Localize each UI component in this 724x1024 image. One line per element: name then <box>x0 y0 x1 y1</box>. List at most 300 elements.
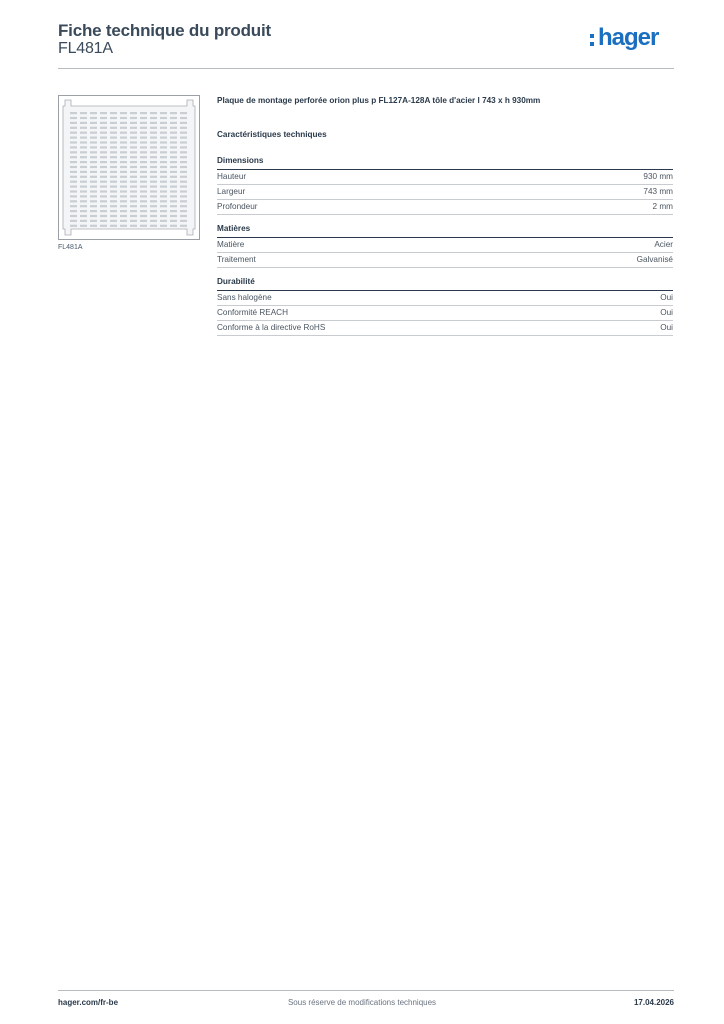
perforation-slot <box>180 190 187 192</box>
perforation-slot <box>130 141 137 143</box>
perforation-slot <box>90 220 97 222</box>
perforation-slot <box>140 225 147 227</box>
perforation-slot <box>150 146 157 148</box>
perforation-slot <box>150 171 157 173</box>
perforation-slot <box>150 112 157 114</box>
perforation-slot <box>120 166 127 168</box>
perforation-slot <box>180 200 187 202</box>
perforation-slot <box>170 156 177 158</box>
spec-label: Hauteur <box>217 172 247 181</box>
perforation-slot <box>150 122 157 124</box>
perforation-slot <box>110 225 117 227</box>
perforation-slot <box>170 151 177 153</box>
perforation-slot <box>70 220 77 222</box>
perforation-slot <box>170 117 177 119</box>
perforation-slot <box>120 117 127 119</box>
perforation-slot <box>130 195 137 197</box>
perforation-slot <box>150 205 157 207</box>
perforation-slot <box>180 146 187 148</box>
perforation-slot <box>80 190 87 192</box>
perforation-slot <box>70 137 77 139</box>
product-description: Plaque de montage perforée orion plus p FL127A-128A tôle d'acier l 743 x h 930mm <box>217 96 541 105</box>
perforation-slot <box>90 181 97 183</box>
perforation-slot <box>140 205 147 207</box>
perforation-slot <box>140 127 147 129</box>
spec-value: Oui <box>660 293 673 302</box>
perforation-slot <box>120 225 127 227</box>
perforation-slot <box>180 215 187 217</box>
perforation-slot <box>90 176 97 178</box>
perforation-slot <box>170 200 177 202</box>
perforation-slot <box>80 186 87 188</box>
perforation-slot <box>160 122 167 124</box>
tech-characteristics-title: Caractéristiques techniques <box>217 130 327 139</box>
perforation-slot <box>90 137 97 139</box>
perforation-slot <box>100 205 107 207</box>
perforation-slot <box>180 156 187 158</box>
perforation-slot <box>140 176 147 178</box>
perforation-slot <box>150 117 157 119</box>
perforation-slot <box>100 200 107 202</box>
perforation-slot <box>100 190 107 192</box>
perforation-slot <box>80 146 87 148</box>
perforation-slot <box>140 195 147 197</box>
perforation-slot <box>70 161 77 163</box>
perforation-slot <box>170 141 177 143</box>
perforation-slot <box>100 146 107 148</box>
perforation-slot <box>120 205 127 207</box>
perforation-slot <box>70 200 77 202</box>
perforation-slot <box>80 127 87 129</box>
perforation-slot <box>120 210 127 212</box>
perforation-slot <box>130 181 137 183</box>
perforation-slot <box>130 210 137 212</box>
perforation-slot <box>140 166 147 168</box>
perforation-slot <box>110 132 117 134</box>
image-caption: FL481A <box>58 244 83 251</box>
perforation-slot <box>160 181 167 183</box>
perforation-slot <box>150 137 157 139</box>
perforation-slot <box>160 137 167 139</box>
perforation-slot <box>170 112 177 114</box>
perforation-slot <box>70 181 77 183</box>
perforation-slot <box>130 186 137 188</box>
perforation-slot <box>110 122 117 124</box>
perforation-slot <box>170 205 177 207</box>
perforation-slot <box>90 166 97 168</box>
perforation-slot <box>130 215 137 217</box>
spec-row <box>217 238 673 253</box>
perforation-slot <box>170 127 177 129</box>
perforation-slot <box>80 132 87 134</box>
footer-website-link[interactable]: hager.com/fr-be <box>58 998 119 1007</box>
perforation-slot <box>70 190 77 192</box>
perforation-slot <box>120 132 127 134</box>
perforation-slot <box>150 166 157 168</box>
perforation-slot <box>180 112 187 114</box>
perforation-slot <box>130 176 137 178</box>
perforation-slot <box>70 166 77 168</box>
perforation-slot <box>170 137 177 139</box>
perforation-slot <box>90 210 97 212</box>
perforation-slot <box>120 146 127 148</box>
perforation-slot <box>70 132 77 134</box>
perforation-slot <box>180 161 187 163</box>
perforation-slot <box>180 181 187 183</box>
perforation-slot <box>130 132 137 134</box>
product-reference: FL481A <box>58 40 113 57</box>
section-title: Durabilité <box>217 277 673 291</box>
spec-row <box>217 306 673 321</box>
perforation-slot <box>80 181 87 183</box>
perforation-slot <box>120 151 127 153</box>
perforation-slot <box>80 200 87 202</box>
product-image <box>58 95 200 240</box>
perforation-slot <box>170 210 177 212</box>
spec-value: Oui <box>660 323 673 332</box>
perforation-slot <box>100 215 107 217</box>
perforation-slot <box>120 200 127 202</box>
spec-value: Oui <box>660 308 673 317</box>
perforation-slot <box>70 176 77 178</box>
perforation-slot <box>140 210 147 212</box>
spec-row <box>217 170 673 185</box>
perforation-slot <box>90 132 97 134</box>
perforation-slot <box>170 122 177 124</box>
perforation-slot <box>100 127 107 129</box>
perforation-slot <box>100 122 107 124</box>
perforation-slot <box>180 210 187 212</box>
perforation-slot <box>120 161 127 163</box>
perforation-slot <box>110 151 117 153</box>
perforation-slot <box>110 141 117 143</box>
perforation-slot <box>100 225 107 227</box>
perforation-slot <box>110 166 117 168</box>
perforation-slot <box>180 195 187 197</box>
perforation-slot <box>90 117 97 119</box>
spec-value: Acier <box>654 240 673 249</box>
perforation-slot <box>80 205 87 207</box>
perforation-slot <box>110 186 117 188</box>
perforation-slot <box>140 171 147 173</box>
perforation-slot <box>180 186 187 188</box>
perforation-slot <box>140 215 147 217</box>
perforation-slot <box>80 117 87 119</box>
perforation-slot <box>110 176 117 178</box>
spec-row <box>217 321 673 336</box>
perforation-slot <box>80 210 87 212</box>
perforation-slot <box>160 166 167 168</box>
section-materials <box>217 224 673 268</box>
perforation-slot <box>90 146 97 148</box>
perforation-slot <box>160 117 167 119</box>
perforation-slot <box>120 127 127 129</box>
section-title: Matières <box>217 224 673 238</box>
perforation-slot <box>100 210 107 212</box>
page-title: Fiche technique du produit <box>58 21 271 40</box>
perforation-slot <box>120 122 127 124</box>
spec-label: Conformité REACH <box>217 308 288 317</box>
spec-row <box>217 253 673 268</box>
perforation-slot <box>120 186 127 188</box>
perforation-slot <box>90 205 97 207</box>
perforation-slot <box>90 151 97 153</box>
perforation-slot <box>160 171 167 173</box>
perforation-slot <box>160 190 167 192</box>
perforation-slot <box>160 225 167 227</box>
perforation-slot <box>80 156 87 158</box>
spec-label: Matière <box>217 240 245 249</box>
perforation-slot <box>80 112 87 114</box>
perforation-slot <box>160 205 167 207</box>
perforation-slot <box>150 220 157 222</box>
perforation-slot <box>70 186 77 188</box>
perforation-slot <box>150 141 157 143</box>
spec-label: Sans halogène <box>217 293 272 302</box>
product-details <box>217 96 673 336</box>
perforation-slot <box>110 171 117 173</box>
perforation-slot <box>160 151 167 153</box>
perforation-slot <box>150 190 157 192</box>
perforation-slot <box>70 122 77 124</box>
spec-value: 743 mm <box>643 187 673 196</box>
perforation-slot <box>110 137 117 139</box>
perforation-slot <box>120 215 127 217</box>
perforation-slot <box>70 117 77 119</box>
perforation-slot <box>180 137 187 139</box>
perforation-slot <box>150 132 157 134</box>
perforation-slot <box>160 141 167 143</box>
perforation-slot <box>80 122 87 124</box>
perforation-slot <box>100 186 107 188</box>
perforation-slot <box>160 215 167 217</box>
perforation-slot <box>110 161 117 163</box>
perforation-slot <box>150 161 157 163</box>
perforation-slot <box>110 181 117 183</box>
perforation-slot <box>130 200 137 202</box>
perforation-slot <box>140 146 147 148</box>
perforation-slot <box>180 151 187 153</box>
perforation-slot <box>110 112 117 114</box>
perforation-slot <box>130 220 137 222</box>
perforation-slot <box>140 117 147 119</box>
perforation-slot <box>160 127 167 129</box>
perforation-slot <box>80 215 87 217</box>
perforation-slot <box>80 166 87 168</box>
perforation-slot <box>100 195 107 197</box>
perforation-slot <box>180 166 187 168</box>
perforation-slot <box>110 200 117 202</box>
perforation-slot <box>140 137 147 139</box>
perforation-slot <box>90 112 97 114</box>
perforation-slot <box>70 127 77 129</box>
perforation-slot <box>120 141 127 143</box>
perforation-slot <box>70 215 77 217</box>
perforation-slot <box>130 166 137 168</box>
perforation-slot <box>110 220 117 222</box>
perforation-slot <box>70 210 77 212</box>
spec-label: Profondeur <box>217 202 258 211</box>
perforation-slot <box>130 161 137 163</box>
perforation-slot <box>130 225 137 227</box>
perforation-slot <box>80 161 87 163</box>
perforation-slot <box>70 156 77 158</box>
perforation-slot <box>100 171 107 173</box>
perforation-slot <box>100 112 107 114</box>
perforation-slot <box>150 200 157 202</box>
perforation-slot <box>80 141 87 143</box>
perforation-slot <box>90 190 97 192</box>
perforation-slot <box>160 200 167 202</box>
logo-text: hager <box>598 24 659 51</box>
perforation-slot <box>180 127 187 129</box>
perforation-slot <box>110 210 117 212</box>
perforation-slot <box>100 166 107 168</box>
perforation-slot <box>170 215 177 217</box>
perforation-slot <box>160 132 167 134</box>
perforation-slot <box>90 225 97 227</box>
perforation-slot <box>80 195 87 197</box>
perforation-slot <box>160 112 167 114</box>
perforation-slot <box>120 156 127 158</box>
perforation-slot <box>160 161 167 163</box>
perforation-slot <box>90 186 97 188</box>
perforation-slot <box>150 176 157 178</box>
perforation-slot <box>140 122 147 124</box>
perforation-slot <box>110 127 117 129</box>
perforation-slot <box>160 146 167 148</box>
perforation-slot <box>90 200 97 202</box>
perforation-slot <box>140 200 147 202</box>
perforation-slot <box>170 220 177 222</box>
perforation-slot <box>90 127 97 129</box>
perforation-slot <box>180 141 187 143</box>
perforation-slot <box>180 176 187 178</box>
perforation-slot <box>130 205 137 207</box>
perforation-slot <box>100 220 107 222</box>
logo-dots-icon <box>590 34 595 50</box>
perforation-slot <box>80 171 87 173</box>
perforation-slot <box>110 156 117 158</box>
section-title: Dimensions <box>217 156 673 170</box>
spec-label: Conforme à la directive RoHS <box>217 323 326 332</box>
spec-value: 2 mm <box>652 202 673 211</box>
perforation-slot <box>130 190 137 192</box>
perforation-slot <box>150 127 157 129</box>
perforation-slot <box>70 141 77 143</box>
perforation-slot <box>100 151 107 153</box>
perforation-slot <box>70 171 77 173</box>
perforation-slot <box>130 156 137 158</box>
perforation-slot <box>150 156 157 158</box>
perforation-slot <box>100 132 107 134</box>
perforation-slot <box>70 151 77 153</box>
footer-divider <box>58 990 674 991</box>
perforation-slot <box>170 195 177 197</box>
perforation-slot <box>140 132 147 134</box>
perforation-slot <box>70 225 77 227</box>
perforation-slot <box>150 225 157 227</box>
perforation-slot <box>80 151 87 153</box>
perforation-slot <box>160 156 167 158</box>
perforation-slot <box>120 112 127 114</box>
perforation-slot <box>70 146 77 148</box>
perforation-slot <box>160 210 167 212</box>
perforation-slot <box>90 156 97 158</box>
perforation-slot <box>80 225 87 227</box>
perforation-slot <box>180 225 187 227</box>
perforation-slot <box>90 215 97 217</box>
perforation-slot <box>180 132 187 134</box>
perforation-slot <box>90 161 97 163</box>
perforation-slot <box>170 186 177 188</box>
footer-note: Sous réserve de modifications techniques <box>287 998 437 1007</box>
perforation-slot <box>170 176 177 178</box>
perforation-slot <box>160 195 167 197</box>
perforation-slot <box>110 215 117 217</box>
perforation-slot <box>170 161 177 163</box>
spec-label: Traitement <box>217 255 256 264</box>
spec-label: Largeur <box>217 187 246 196</box>
perforation-slot <box>70 112 77 114</box>
perforation-slot <box>130 151 137 153</box>
perforation-slot <box>100 176 107 178</box>
perforation-slot <box>130 171 137 173</box>
perforation-slot <box>90 195 97 197</box>
perforation-slot <box>150 151 157 153</box>
perforation-slot <box>130 127 137 129</box>
header-divider <box>58 68 674 69</box>
perforation-slot <box>130 137 137 139</box>
spec-value: 930 mm <box>643 172 673 181</box>
perforation-slot <box>80 176 87 178</box>
perforation-slot <box>160 186 167 188</box>
perforation-slot <box>100 117 107 119</box>
perforation-slot <box>180 117 187 119</box>
perforation-slot <box>170 146 177 148</box>
perforation-slot <box>150 181 157 183</box>
spec-row <box>217 200 673 215</box>
perforation-slot <box>130 122 137 124</box>
perforation-slot <box>150 195 157 197</box>
perforation-slot <box>70 195 77 197</box>
perforation-slot <box>90 141 97 143</box>
perforation-slot <box>180 205 187 207</box>
perforation-slot <box>120 137 127 139</box>
perforation-slot <box>170 181 177 183</box>
perforation-slot <box>160 220 167 222</box>
perforation-slot <box>120 220 127 222</box>
perforation-slot <box>140 190 147 192</box>
perforation-slot <box>170 171 177 173</box>
perforation-slot <box>170 166 177 168</box>
perforation-slot <box>100 141 107 143</box>
spec-value: Galvanisé <box>636 255 673 264</box>
perforation-slot <box>150 186 157 188</box>
section-durability <box>217 277 673 336</box>
perforation-slot <box>80 220 87 222</box>
perforation-slot <box>120 176 127 178</box>
perforation-slot <box>100 161 107 163</box>
footer-date: 17.04.2026 <box>633 998 674 1007</box>
perforation-slot <box>100 181 107 183</box>
perforation-slot <box>140 181 147 183</box>
perforation-slot <box>80 137 87 139</box>
perforation-slot <box>90 171 97 173</box>
perforation-slot <box>120 171 127 173</box>
hager-logo <box>590 26 674 56</box>
spec-row <box>217 291 673 306</box>
